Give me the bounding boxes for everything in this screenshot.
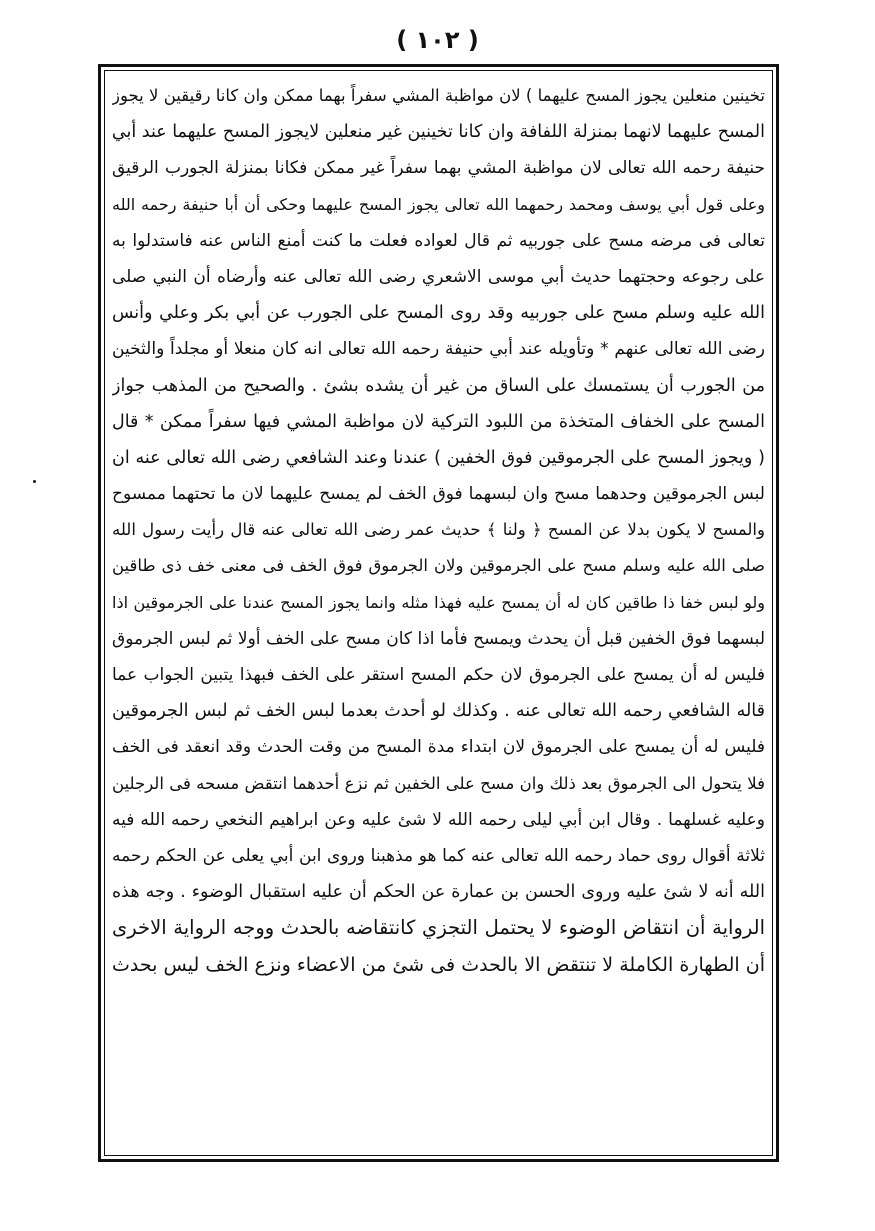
text-line: وعليه غسلهما . وقال ابن أبي ليلى رحمه الله لا شئ عليه وعن ابراهيم النخعي رحمه الله فيه	[112, 809, 765, 830]
text-line: المسح عليهما لانهما بمنزلة اللفافة وان كانا تخينين غير منعلين لايجوز المسح عليهما عند أبي	[112, 122, 765, 143]
text-line: وعلى قول أبي يوسف ومحمد رحمهما الله تعالى يجوز المسح عليهما وحكى أن أبا حنيفة رحمه الله	[112, 194, 765, 214]
margin-dot	[33, 480, 36, 483]
page-number: ( ١٠٢ )	[396, 26, 479, 54]
text-line: على رجوعه وحجتهما حديث أبي موسى الاشعري رضى الله تعالى عنه وأرضاه أن النبي صلى	[112, 266, 765, 287]
text-line: ( ويجوز المسح على الجرموقين فوق الخفين ) عندنا وعند الشافعي رضى الله تعالى عنه ان	[112, 447, 765, 468]
text-line: والمسح لا يكون بدلا عن المسح ﴿ ولنا ﴾ حديث عمر رضى الله تعالى عنه قال رأيت رسول الله	[112, 520, 765, 540]
text-line: لبس الجرموقين وحدهما مسح وان لبسهما فوق الخف لم يمسح عليهما لان ما تحتهما ممسوح	[112, 484, 765, 505]
text-line: ولو لبس خفا ذا طاقين كان له أن يمسح عليه فهذا مثله وانما يجوز المسح عندنا على الجرموقين اذا	[112, 592, 765, 612]
text-block	[112, 78, 765, 1152]
text-line: فليس له أن يمسح على الجرموق لان ابتداء مدة المسح من وقت الحدث وقد انعقد فى الخف	[112, 737, 765, 758]
text-line: الرواية أن انتقاض الوضوء لا يحتمل التجزي كانتقاضه بالحدث ووجه الرواية الاخرى	[112, 916, 765, 940]
text-line: تخينين منعلين يجوز المسح عليهما ) لان مواظبة المشي سفراً بهما ممكن وان كانا رقيقين لا يجوز	[112, 86, 765, 105]
text-line: رضى الله تعالى عنهم * وتأويله عند أبي حنيفة رحمه الله تعالى انه كان منعلا أو مجلداً والثخين	[112, 339, 765, 360]
text-line: حنيفة رحمه الله تعالى لان مواظبة المشي بهما سفراً غير ممكن فكانا بمنزلة الجورب الرقيق	[112, 158, 765, 179]
text-line: صلى الله عليه وسلم مسح على الجرموقين ولان الجرموق فوق الخف فى معنى خف ذى طاقين	[112, 556, 765, 576]
text-line: المسح على الخفاف المتخذة من اللبود التركية لان مواظبة المشي فيها سفراً ممكن * قال	[112, 411, 765, 432]
text-line: قاله الشافعي رحمه الله تعالى عنه . وكذلك لو أحدث بعدما لبس الخف ثم لبس الجرموقين	[112, 701, 765, 722]
text-line: أن الطهارة الكاملة لا تنتقض الا بالحدث فى شئ من الاعضاء ونزع الخف ليس بحدث	[112, 953, 765, 976]
text-line: الله عليه وسلم مسح على جوربيه وقد روى المسح على الجورب عن أبي بكر وعلي وأنس	[112, 303, 765, 324]
text-line: لبسهما فوق الخفين قبل أن يحدث ويمسح فأما اذا كان مسح على الخف أولا ثم لبس الجرموق	[112, 628, 765, 649]
text-line: تعالى فى مرضه مسح على جوربيه ثم قال لعواده فعلت ما كنت أمنع الناس عنه فاستدلوا به	[112, 230, 765, 251]
text-line: ثلاثة أقوال روى حماد رحمه الله تعالى عنه كما هو مذهبنا وروى ابن أبي يعلى عن الحكم رحمه	[112, 845, 765, 866]
text-line: من الجورب أن يستمسك على الساق من غير أن يشده بشئ . والصحيح من المذهب جواز	[112, 375, 765, 396]
text-line: فلا يتحول الى الجرموق بعد ذلك وان مسح على الخفين ثم نزع أحدهما انتقض مسحه فى الرجلين	[112, 773, 765, 793]
text-line: الله أنه لا شئ عليه وروى الحسن بن عمارة عن الحكم أن عليه استقبال الوضوء . وجه هذه	[112, 882, 765, 903]
text-line: فليس له أن يمسح على الجرموق لان حكم المسح استقر على الخف فبهذا يتبين الجواب عما	[112, 665, 765, 685]
